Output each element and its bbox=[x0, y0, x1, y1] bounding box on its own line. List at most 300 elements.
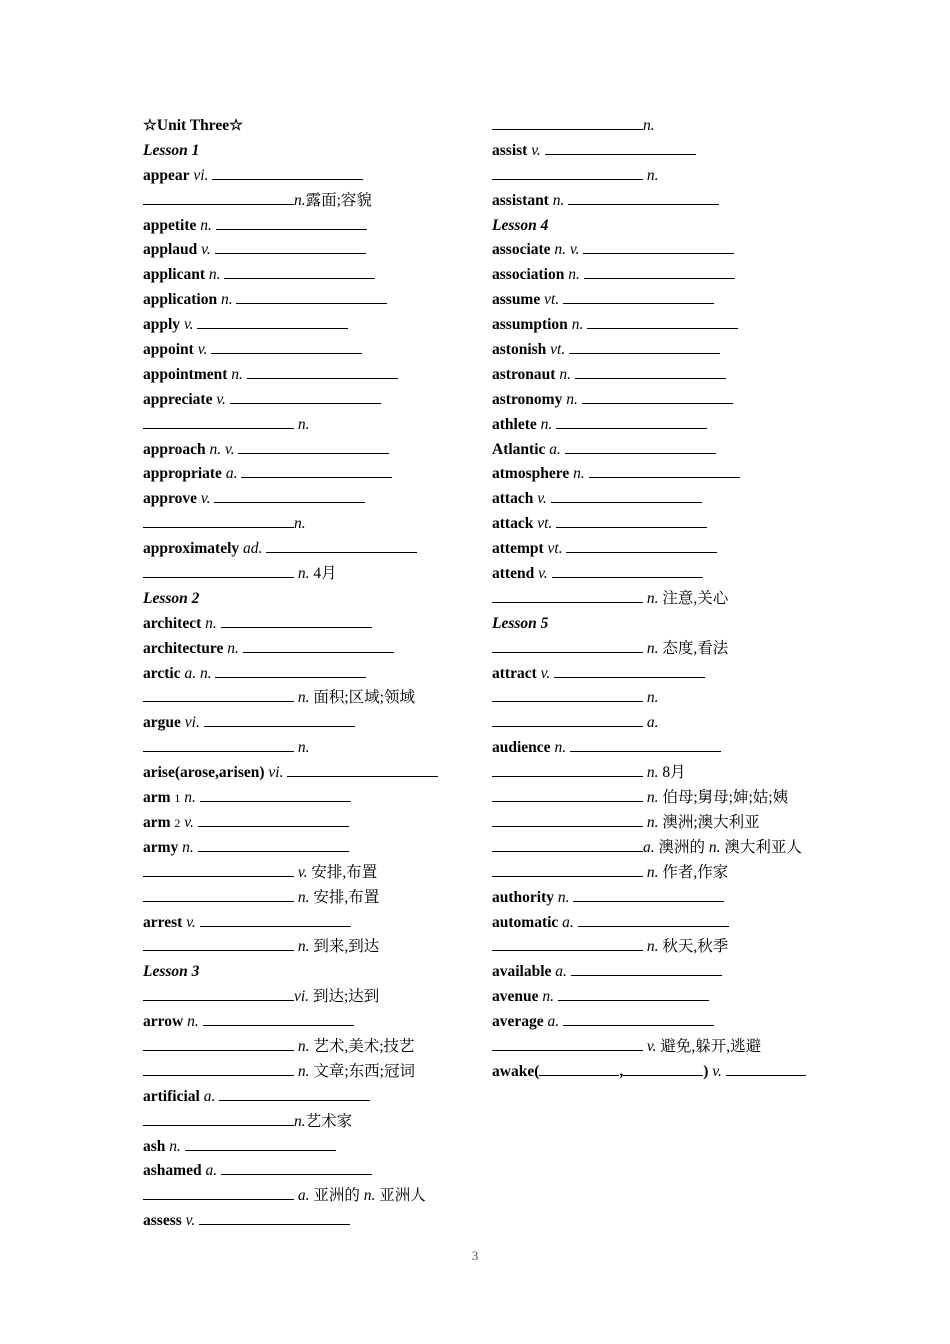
answer-blank[interactable] bbox=[224, 264, 375, 279]
answer-blank[interactable] bbox=[266, 538, 417, 553]
chinese-meaning: 安排,布置 bbox=[313, 888, 380, 906]
chinese-meaning: 4月 bbox=[313, 565, 337, 583]
answer-blank[interactable] bbox=[221, 1160, 372, 1175]
right-column bbox=[492, 114, 822, 1085]
vocab-line bbox=[143, 487, 473, 512]
answer-blank[interactable] bbox=[143, 563, 294, 578]
chinese-meaning: 艺术家 bbox=[305, 1112, 353, 1130]
part-of-speech: n. bbox=[557, 888, 570, 906]
vocab-line bbox=[492, 438, 822, 463]
vocab-word: attract bbox=[492, 664, 537, 682]
lesson-heading: Lesson 3 bbox=[143, 963, 200, 981]
part-of-speech: n. bbox=[646, 166, 659, 184]
answer-blank[interactable] bbox=[552, 563, 703, 578]
vocab-word: applaud bbox=[143, 241, 198, 259]
vocab-word: assumption bbox=[492, 316, 568, 334]
part-of-speech: n. bbox=[297, 415, 310, 433]
answer-blank[interactable] bbox=[492, 812, 643, 827]
vocab-line bbox=[143, 363, 473, 388]
chinese-meaning: 伯母;舅母;婶;姑;姨 bbox=[662, 789, 789, 807]
part-of-speech: n. bbox=[646, 813, 659, 831]
vocab-line bbox=[143, 935, 473, 960]
vocab-line bbox=[143, 338, 473, 363]
part-of-speech: vt. bbox=[550, 341, 566, 359]
vocab-line bbox=[143, 960, 473, 985]
vocab-word: appointment bbox=[143, 365, 228, 383]
vocab-word: apply bbox=[143, 316, 181, 334]
part-of-speech: n. bbox=[231, 365, 243, 383]
answer-blank[interactable] bbox=[197, 314, 348, 329]
answer-blank[interactable] bbox=[492, 712, 643, 727]
answer-blank[interactable] bbox=[238, 439, 389, 454]
chinese-meaning: 艺术,美术;技艺 bbox=[313, 1037, 415, 1055]
answer-blank[interactable] bbox=[492, 588, 643, 603]
answer-blank[interactable] bbox=[212, 165, 363, 180]
vocab-line bbox=[492, 786, 822, 811]
vocab-line bbox=[492, 861, 822, 886]
vocab-line bbox=[143, 662, 473, 687]
vocab-word: available bbox=[492, 963, 552, 981]
vocab-line bbox=[492, 139, 822, 164]
answer-blank[interactable] bbox=[571, 961, 722, 976]
part-of-speech: a. bbox=[562, 913, 574, 931]
part-of-speech: a. bbox=[555, 963, 567, 981]
part-of-speech: v. bbox=[216, 390, 226, 408]
vocab-line bbox=[143, 388, 473, 413]
part-of-speech: n. bbox=[182, 838, 194, 856]
vocab-line bbox=[143, 238, 473, 263]
word-index: 1 bbox=[174, 791, 181, 806]
answer-blank[interactable] bbox=[203, 1011, 354, 1026]
answer-blank[interactable] bbox=[492, 762, 643, 777]
part-of-speech: n. bbox=[552, 191, 565, 209]
part-of-speech: a. bbox=[643, 838, 655, 856]
vocab-word: attach bbox=[492, 490, 534, 508]
unit-title: ☆Unit Three☆ bbox=[143, 117, 243, 134]
vocab-word: arm bbox=[143, 813, 171, 831]
answer-blank[interactable] bbox=[204, 712, 355, 727]
vocab-line bbox=[492, 736, 822, 761]
vocab-line bbox=[492, 388, 822, 413]
vocab-line bbox=[143, 1184, 473, 1209]
vocab-word: athlete bbox=[492, 415, 537, 433]
vocab-line bbox=[143, 587, 473, 612]
part-of-speech: ad. bbox=[243, 540, 263, 558]
chinese-meaning: 亚洲的 bbox=[313, 1187, 360, 1205]
vocab-word: automatic bbox=[492, 913, 559, 931]
vocab-line bbox=[492, 637, 822, 662]
part-of-speech: a. bbox=[297, 1187, 310, 1205]
vocab-word: ashamed bbox=[143, 1162, 202, 1180]
part-of-speech: n. bbox=[566, 390, 578, 408]
chinese-meaning: 注意,关心 bbox=[662, 589, 729, 607]
answer-blank[interactable] bbox=[185, 1136, 336, 1151]
part-of-speech: v. bbox=[185, 1212, 196, 1230]
vocab-line bbox=[492, 263, 822, 288]
chinese-meaning: 作者,作家 bbox=[662, 863, 729, 881]
vocab-line bbox=[143, 612, 473, 637]
answer-blank[interactable] bbox=[143, 687, 294, 702]
answer-blank[interactable] bbox=[200, 787, 351, 802]
part-of-speech: a. bbox=[205, 1162, 218, 1180]
answer-blank[interactable] bbox=[221, 613, 372, 628]
part-of-speech: n. bbox=[294, 515, 306, 533]
part-of-speech: n. bbox=[571, 316, 584, 334]
vocab-word: astronaut bbox=[492, 365, 556, 383]
part-of-speech: v. bbox=[201, 241, 211, 259]
vocab-word: appetite bbox=[143, 216, 197, 234]
vocab-word: authority bbox=[492, 888, 554, 906]
vocab-line bbox=[492, 487, 822, 512]
answer-blank[interactable] bbox=[563, 1011, 714, 1026]
part-of-speech: n. bbox=[568, 266, 580, 284]
chinese-meaning: 文章;东西;冠词 bbox=[313, 1062, 415, 1080]
vocab-word: audience bbox=[492, 739, 551, 757]
answer-blank[interactable] bbox=[200, 912, 351, 927]
part-of-speech: n. bbox=[297, 888, 310, 906]
chinese-meaning: 态度,看法 bbox=[662, 639, 729, 657]
vocab-word: associate bbox=[492, 241, 551, 259]
answer-blank[interactable] bbox=[492, 787, 643, 802]
part-of-speech: vi. bbox=[268, 764, 284, 782]
part-of-speech: n. bbox=[646, 589, 659, 607]
chinese-meaning: 避免,躲开,逃避 bbox=[660, 1037, 762, 1055]
past-participle-blank[interactable] bbox=[623, 1061, 703, 1076]
answer-blank[interactable] bbox=[492, 115, 643, 130]
part-of-speech: v. bbox=[712, 1062, 722, 1080]
part-of-speech: n. bbox=[646, 639, 659, 657]
vocab-line bbox=[143, 189, 473, 214]
vocab-line bbox=[143, 462, 473, 487]
vocab-line bbox=[143, 836, 473, 861]
vocab-line bbox=[143, 139, 473, 164]
answer-blank[interactable] bbox=[556, 513, 707, 528]
answer-blank[interactable] bbox=[143, 936, 294, 951]
answer-blank[interactable] bbox=[143, 1185, 294, 1200]
vocab-line bbox=[143, 413, 473, 438]
vocab-line bbox=[492, 836, 822, 861]
vocab-line bbox=[143, 263, 473, 288]
vocab-line bbox=[492, 189, 822, 214]
chinese-meaning: 到达;达到 bbox=[312, 988, 380, 1006]
vocab-word: awake bbox=[492, 1062, 535, 1080]
answer-blank[interactable] bbox=[578, 912, 729, 927]
chinese-meaning: 面积;区域;领域 bbox=[313, 689, 415, 707]
vocab-line bbox=[492, 363, 822, 388]
vocab-word: avenue bbox=[492, 988, 539, 1006]
vocab-word: assistant bbox=[492, 191, 549, 209]
vocab-line bbox=[492, 761, 822, 786]
page-number: 3 bbox=[471, 1248, 479, 1263]
answer-blank[interactable] bbox=[554, 663, 705, 678]
vocab-word: Atlantic bbox=[492, 440, 546, 458]
vocab-word: arrow bbox=[143, 1013, 184, 1031]
answer-blank[interactable] bbox=[570, 737, 721, 752]
answer-blank[interactable] bbox=[545, 140, 696, 155]
vocab-word: arm bbox=[143, 789, 171, 807]
vocab-word: association bbox=[492, 266, 565, 284]
vocab-word: artificial bbox=[143, 1087, 200, 1105]
answer-blank[interactable] bbox=[236, 289, 387, 304]
part-of-speech: n. bbox=[646, 938, 659, 956]
part-of-speech: v. bbox=[297, 863, 308, 881]
vocab-line bbox=[492, 462, 822, 487]
part-of-speech: vi. bbox=[184, 714, 200, 732]
vocab-line bbox=[492, 811, 822, 836]
part-of-speech: n. bbox=[227, 639, 239, 657]
vocab-word: attend bbox=[492, 565, 535, 583]
vocab-line bbox=[143, 786, 473, 811]
vocab-line bbox=[492, 612, 822, 637]
vocab-word: arise(arose,arisen) bbox=[143, 764, 265, 782]
vocab-word: applicant bbox=[143, 266, 206, 284]
answer-blank[interactable] bbox=[143, 986, 294, 1001]
answer-blank[interactable] bbox=[143, 1036, 294, 1051]
part-of-speech: vi. bbox=[193, 166, 209, 184]
answer-blank[interactable] bbox=[583, 239, 734, 254]
comma: , bbox=[619, 1062, 624, 1080]
vocab-word: ash bbox=[143, 1137, 166, 1155]
paren: ) bbox=[703, 1062, 709, 1080]
answer-blank[interactable] bbox=[492, 936, 643, 951]
answer-blank[interactable] bbox=[584, 264, 735, 279]
answer-blank[interactable] bbox=[573, 887, 724, 902]
vocab-line bbox=[143, 686, 473, 711]
paren: ( bbox=[534, 1062, 540, 1080]
part-of-speech: n. bbox=[646, 789, 659, 807]
vocab-word: atmosphere bbox=[492, 465, 570, 483]
vocab-line bbox=[492, 114, 822, 139]
part-of-speech: n. bbox=[208, 266, 221, 284]
answer-blank[interactable] bbox=[215, 663, 366, 678]
chinese-meaning: 8月 bbox=[662, 764, 686, 782]
part-of-speech: n. bbox=[297, 739, 310, 757]
answer-blank[interactable] bbox=[563, 289, 714, 304]
answer-blank[interactable] bbox=[241, 463, 392, 478]
answer-blank[interactable] bbox=[143, 862, 294, 877]
vocab-line bbox=[143, 1135, 473, 1160]
part-of-speech: n. bbox=[643, 117, 655, 134]
part-of-speech: n. bbox=[646, 764, 659, 782]
answer-blank[interactable] bbox=[568, 190, 719, 205]
answer-blank[interactable] bbox=[143, 414, 294, 429]
answer-blank[interactable] bbox=[566, 538, 717, 553]
part-of-speech: n. bbox=[220, 291, 233, 309]
answer-blank[interactable] bbox=[247, 364, 398, 379]
answer-blank[interactable] bbox=[219, 1086, 370, 1101]
vocab-line bbox=[143, 1209, 473, 1234]
vocab-line bbox=[143, 537, 473, 562]
part-of-speech: n. bbox=[200, 216, 212, 234]
vocab-word: appreciate bbox=[143, 390, 213, 408]
lesson-heading: Lesson 2 bbox=[143, 589, 200, 607]
answer-blank[interactable] bbox=[492, 165, 643, 180]
vocab-line bbox=[492, 1060, 822, 1085]
chinese-meaning: 秋天,秋季 bbox=[662, 938, 729, 956]
part-of-speech: v. bbox=[184, 813, 194, 831]
vocab-word: application bbox=[143, 291, 218, 309]
vocab-word: attempt bbox=[492, 540, 544, 558]
vocab-word: arrest bbox=[143, 913, 183, 931]
vocab-line bbox=[143, 811, 473, 836]
answer-blank[interactable] bbox=[143, 737, 294, 752]
answer-blank[interactable] bbox=[492, 687, 643, 702]
vocab-line bbox=[492, 164, 822, 189]
part-of-speech: n. bbox=[205, 614, 217, 632]
answer-blank[interactable] bbox=[143, 513, 294, 528]
part-of-speech: n. bbox=[297, 565, 310, 583]
vocab-word: arctic bbox=[143, 664, 181, 682]
answer-blank[interactable] bbox=[556, 414, 707, 429]
answer-blank[interactable] bbox=[215, 239, 366, 254]
vocab-line bbox=[143, 1159, 473, 1184]
part-of-speech: v. bbox=[538, 565, 548, 583]
vocab-line bbox=[492, 1035, 822, 1060]
part-of-speech: v. bbox=[537, 490, 547, 508]
answer-blank[interactable] bbox=[726, 1061, 806, 1076]
answer-blank[interactable] bbox=[582, 389, 733, 404]
vocab-word: approve bbox=[143, 490, 197, 508]
vocab-word: average bbox=[492, 1013, 544, 1031]
lesson-heading: Lesson 5 bbox=[492, 614, 549, 632]
answer-blank[interactable] bbox=[198, 812, 349, 827]
vocab-line bbox=[492, 587, 822, 612]
vocab-line bbox=[492, 562, 822, 587]
vocab-line bbox=[492, 338, 822, 363]
part-of-speech: vt. bbox=[537, 515, 553, 533]
answer-blank[interactable] bbox=[143, 190, 294, 205]
part-of-speech: a. bbox=[225, 465, 238, 483]
lesson-heading: Lesson 4 bbox=[492, 216, 549, 234]
part-of-speech: a. n. bbox=[184, 664, 212, 682]
answer-blank[interactable] bbox=[569, 339, 720, 354]
answer-blank[interactable] bbox=[211, 339, 362, 354]
vocab-word: astronomy bbox=[492, 390, 563, 408]
vocab-line bbox=[143, 164, 473, 189]
vocab-line bbox=[492, 238, 822, 263]
answer-blank[interactable] bbox=[243, 638, 394, 653]
word-index: 2 bbox=[174, 815, 181, 830]
chinese-meaning: 到来,到达 bbox=[313, 938, 380, 956]
vocab-line bbox=[143, 214, 473, 239]
vocab-line bbox=[143, 637, 473, 662]
vocab-line bbox=[143, 886, 473, 911]
answer-blank[interactable] bbox=[492, 638, 643, 653]
answer-blank[interactable] bbox=[575, 364, 726, 379]
answer-blank[interactable] bbox=[143, 1111, 294, 1126]
part-of-speech: n. v. bbox=[554, 241, 580, 259]
answer-blank[interactable] bbox=[198, 837, 349, 852]
vocab-line bbox=[143, 1110, 473, 1135]
part-of-speech: n. bbox=[294, 1112, 306, 1130]
part-of-speech: v. bbox=[186, 913, 196, 931]
vocab-line bbox=[143, 1085, 473, 1110]
part-of-speech: v. bbox=[197, 341, 208, 359]
part-of-speech: a. bbox=[547, 1013, 560, 1031]
part-of-speech: n. bbox=[297, 938, 310, 956]
vocab-word: appoint bbox=[143, 341, 194, 359]
vocab-line bbox=[143, 1010, 473, 1035]
chinese-meaning: 澳洲的 bbox=[658, 838, 706, 856]
part-of-speech: n. bbox=[554, 739, 567, 757]
vocab-line bbox=[492, 1010, 822, 1035]
part-of-speech: v. bbox=[646, 1037, 657, 1055]
part-of-speech: n. bbox=[187, 1013, 199, 1031]
answer-blank[interactable] bbox=[589, 463, 740, 478]
vocab-line bbox=[143, 736, 473, 761]
vocab-word: architecture bbox=[143, 639, 224, 657]
part-of-speech: v. bbox=[531, 141, 541, 159]
answer-blank[interactable] bbox=[492, 837, 643, 852]
answer-blank[interactable] bbox=[199, 1210, 350, 1225]
part-of-speech: vt. bbox=[547, 540, 563, 558]
vocab-word: attack bbox=[492, 515, 534, 533]
chinese-meaning: 露面;容貌 bbox=[305, 191, 372, 209]
vocab-line bbox=[492, 288, 822, 313]
answer-blank[interactable] bbox=[230, 389, 381, 404]
vocab-line bbox=[492, 935, 822, 960]
part-of-speech: n. bbox=[184, 789, 196, 807]
part-of-speech: n. bbox=[646, 863, 659, 881]
answer-blank[interactable] bbox=[492, 1036, 643, 1051]
vocab-word: assist bbox=[492, 141, 528, 159]
vocab-word: appear bbox=[143, 166, 190, 184]
part-of-speech: n. bbox=[297, 1037, 310, 1055]
vocab-line bbox=[143, 861, 473, 886]
vocab-line bbox=[492, 960, 822, 985]
chinese-meaning: 澳洲;澳大利亚 bbox=[662, 813, 760, 831]
part-of-speech: v. bbox=[200, 490, 211, 508]
part-of-speech: n. bbox=[169, 1137, 181, 1155]
vocab-line bbox=[143, 562, 473, 587]
answer-blank[interactable] bbox=[143, 1061, 294, 1076]
part-of-speech: vi. bbox=[294, 988, 310, 1006]
part-of-speech: n. bbox=[363, 1187, 376, 1205]
vocab-line bbox=[143, 313, 473, 338]
part-of-speech: n. bbox=[559, 365, 571, 383]
vocab-line bbox=[492, 214, 822, 239]
answer-blank[interactable] bbox=[551, 488, 702, 503]
vocab-line bbox=[143, 711, 473, 736]
part-of-speech: n. bbox=[294, 191, 306, 209]
chinese-meaning: 澳大利亚人 bbox=[724, 838, 802, 856]
vocab-line bbox=[492, 662, 822, 687]
vocab-line bbox=[492, 985, 822, 1010]
vocab-line bbox=[143, 985, 473, 1010]
chinese-meaning: 亚洲人 bbox=[379, 1187, 426, 1205]
vocab-word: approximately bbox=[143, 540, 240, 558]
answer-blank[interactable] bbox=[558, 986, 709, 1001]
answer-blank[interactable] bbox=[216, 215, 367, 230]
vocab-line bbox=[143, 288, 473, 313]
vocab-line bbox=[492, 512, 822, 537]
answer-blank[interactable] bbox=[287, 762, 438, 777]
vocab-line bbox=[492, 313, 822, 338]
part-of-speech: n. bbox=[297, 689, 310, 707]
vocab-word: approach bbox=[143, 440, 206, 458]
answer-blank[interactable] bbox=[565, 439, 716, 454]
answer-blank[interactable] bbox=[492, 862, 643, 877]
answer-blank[interactable] bbox=[143, 887, 294, 902]
vocab-word: assess bbox=[143, 1212, 182, 1230]
part-of-speech: a. bbox=[203, 1087, 216, 1105]
part-of-speech: n. bbox=[646, 689, 659, 707]
vocab-word: argue bbox=[143, 714, 181, 732]
vocab-word: architect bbox=[143, 614, 202, 632]
past-tense-blank[interactable] bbox=[539, 1061, 619, 1076]
answer-blank[interactable] bbox=[587, 314, 738, 329]
answer-blank[interactable] bbox=[214, 488, 365, 503]
